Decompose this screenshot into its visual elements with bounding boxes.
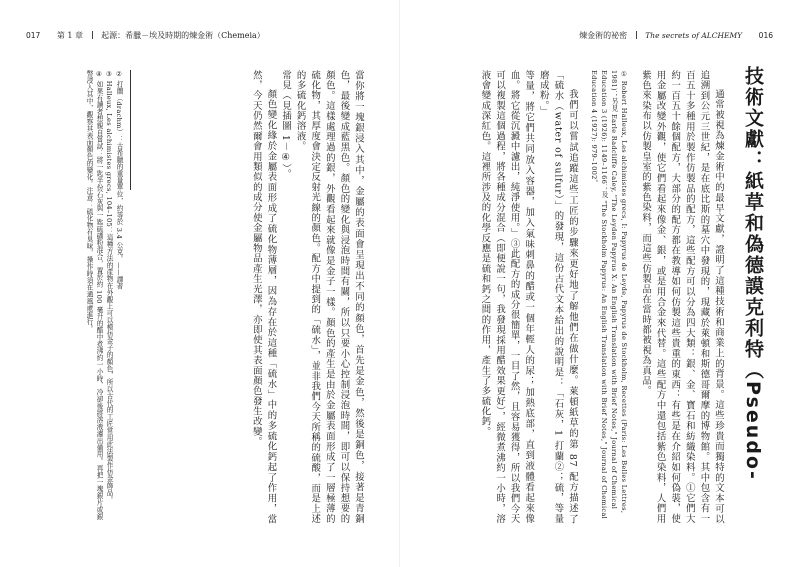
footnote-4: ④ 如果有讀者想親自嘗試：將一匙半份石灰與一匙硫磺粉混合，置於約 100 毫升的醋中煮沸約一小時，冷卻後將溶液濾出備用。再把一塊銀片或銀幣浸入其中，觀察其表面顏色的變化。注意：硫化物有臭味，操作時須在通風處進行。 <box>85 70 103 520</box>
header-separator <box>92 31 93 39</box>
book-title-cn: 煉金術的祕密 <box>579 31 628 40</box>
footnote-rule <box>130 70 131 190</box>
footnote-2: ② 打蘭（drachm）：古希臘的重量單位，約等於 3.4 公克。——譯者 <box>115 70 123 290</box>
left-footnotes <box>28 70 124 524</box>
right-body-text <box>637 70 725 524</box>
chapter-title: 起源：希臘－埃及時期的煉金術（Chemeia） <box>101 31 265 40</box>
chapter-label: 第 1 章 <box>56 31 84 40</box>
paragraph: 通常被視為煉金術中的最早文獻，證明了這種技術和商業上的背景。這些珍貴而獨特的文本可以追溯到公元三世紀，是在底比斯的墓穴中發現的，現藏於萊頓和斯德哥爾摩的博物館。其中包含有一百五十多種用於製作仿製品的配方，這些配方可以分為四大類：銀、金、寶石和紡織染料。①它們大約一百五十餘個配方，大部分的配方都在教導如何仿製這些貴重的東西：有些是在介紹如何偽裝，使用金屬改變外觀，使它們看起來像金、銀，或是用合金來代替。這些配方中還包括紫色染料，人們用紫色來染布以仿製皇室的紫色染料，而這些仿製品在當時都被視為真品。 <box>640 70 724 524</box>
right-footnote <box>589 70 629 524</box>
book-title-en: The secrets of ALCHEMY <box>645 31 743 40</box>
left-page-number: 017 <box>26 31 41 40</box>
paragraph: 等量，將它們共同放入容器，加入氣味刺鼻的醋或一個年輕人的尿；加熱底部，直到液體看起來像血。將它從沉澱中濾出，純淨使用。」③此配方的成分很簡單，一目了然，且容易獲得，所以我們今天可以複製這個過程，將各種成分混合（即便說一句，我發現採用醋效果更好），經微煮沸約一小時，溶液會變成深紅色。這裡所涉及的化學反應是硫和鈣之間的作用，產生了多硫化鈣。 <box>479 70 535 524</box>
left-body-text <box>150 70 365 524</box>
left-running-header <box>26 30 265 41</box>
paragraph: 常見（見插圖 1－④）。 <box>280 70 292 180</box>
footnote-3: ③ Halleux, Les alchimistes grecs, 104–105：這種方法的產物在外觀上可以模仿金子的顏色，所以古代的工匠常用此法製作仿金飾品。 <box>105 70 113 503</box>
footnote-1: ① Robert Halleux, Les alchimistes grecs, I: Papyrus de Leyde, Papyrus de Stockholm, Recettes (Paris: Les Belles Lettres, 1981)；另見 Earle Radcliffe Caley, "The Leyden Papyrus X: An English Translation with Brief Notes," Journal of Chemical Education 3 (1926): 1149–1166；及 "The Stockholm Papyrus: An English Translation with Brief Notes," Journal of Chemical Education 4 (1927): 979–1002。 <box>590 70 628 519</box>
section-title: 技術文獻：紙草和偽德謨克利特（Pseudo- <box>742 66 764 481</box>
paragraph: 我們可以嘗試追蹤這些工匠的步驟來更好地了解他們在做什麼。萊頓紙草的第 87 配方描述了「硫水（water of sulfur）」的發現，這份古代文本給出的說明是：「石灰，1 打蘭②；硫，等量磨成粉。」 <box>537 70 578 524</box>
paragraph: 當你將一塊銀浸入其中，金屬的表面會呈現出不同的顏色，首先是金色，然後是銅色，接著是青銅色，最後變成藍黑色。顏色的變化與浸泡時間有關，所以只要小心控制浸泡時間，即可以保持想要的顏色。這樣處理過的銀，外觀看起來就像是金子一樣。顏色的產生是由於金屬表面形成了一層極薄的硫化物，其厚度會決定反射光線的顏色。配方中提到的「硫水」，並非我們今天所稱的硫酸，而是上述的多硫化鈣溶液。 <box>294 70 364 524</box>
right-body-text-continued <box>439 70 579 524</box>
header-separator <box>636 31 637 39</box>
page-gutter <box>399 0 400 567</box>
paragraph: 顏色變化緣於金屬表面形成了硫化物薄層，因為存在於這種「硫水」中的多硫化鈣起了作用，當然，今天仍然爾會用類似的成分使金屬物品產生光澤，亦即使其表面顏色發生改變。 <box>250 70 277 524</box>
right-running-header <box>579 30 773 41</box>
right-page-number: 016 <box>758 31 773 40</box>
